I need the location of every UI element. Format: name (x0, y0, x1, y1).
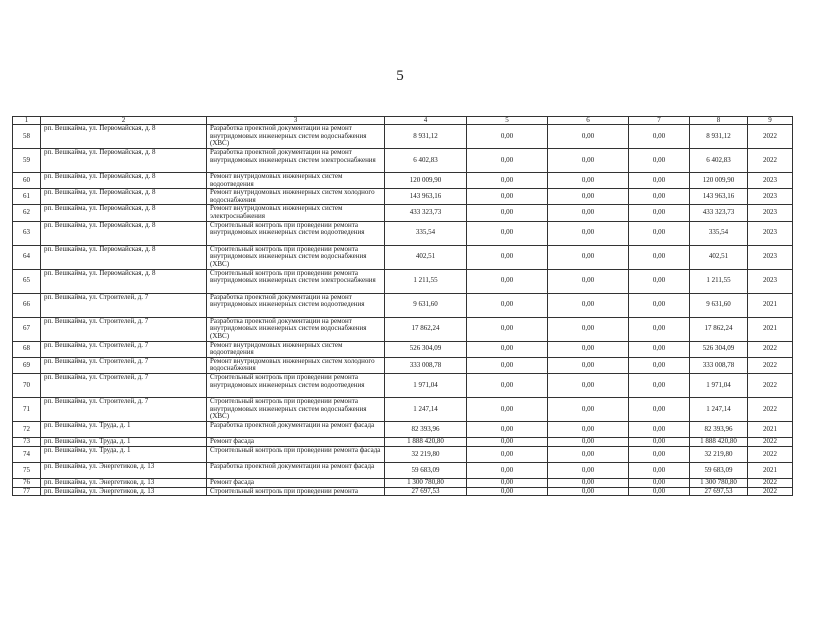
address-cell: рп. Вешкайма, ул. Труда, д. 1 (41, 437, 207, 446)
work-type-cell: Ремонт фасада (207, 437, 385, 446)
work-type-cell: Ремонт внутридомовых инженерных систем холодного водоснабжения (207, 357, 385, 373)
address-cell: рп. Вешкайма, ул. Строителей, д. 7 (41, 373, 207, 397)
amount-col8-cell: 1 247,14 (690, 397, 748, 421)
year-cell: 2021 (748, 421, 793, 437)
table-row (13, 487, 793, 496)
header-cell: 5 (467, 117, 548, 125)
amount-total-cell: 8 931,12 (385, 125, 467, 149)
address-cell: рп. Вешкайма, ул. Энергетиков, д. 13 (41, 487, 207, 496)
year-cell: 2022 (748, 397, 793, 421)
year-cell: 2023 (748, 189, 793, 205)
table-row (13, 245, 793, 269)
amount-col5-cell: 0,00 (467, 341, 548, 357)
amount-col7-cell: 0,00 (629, 189, 690, 205)
table-row (13, 149, 793, 173)
header-cell: 3 (207, 117, 385, 125)
amount-total-cell: 1 211,55 (385, 269, 467, 293)
year-cell: 2021 (748, 293, 793, 317)
table-row (13, 125, 793, 149)
header-cell: 6 (548, 117, 629, 125)
amount-col5-cell: 0,00 (467, 189, 548, 205)
table-row (13, 421, 793, 437)
amount-col5-cell: 0,00 (467, 487, 548, 496)
year-cell: 2023 (748, 173, 793, 189)
amount-col5-cell: 0,00 (467, 269, 548, 293)
column-number-header (13, 117, 793, 125)
address-cell: рп. Вешкайма, ул. Строителей, д. 7 (41, 293, 207, 317)
header-cell: 9 (748, 117, 793, 125)
amount-total-cell: 335,54 (385, 221, 467, 245)
row-number: 69 (13, 357, 41, 373)
amount-col8-cell: 335,54 (690, 221, 748, 245)
work-type-cell: Ремонт внутридомовых инженерных систем водоотведения (207, 173, 385, 189)
year-cell: 2022 (748, 437, 793, 446)
amount-col5-cell: 0,00 (467, 205, 548, 221)
amount-col7-cell: 0,00 (629, 462, 690, 478)
amount-col6-cell: 0,00 (548, 357, 629, 373)
address-cell: рп. Вешкайма, ул. Строителей, д. 7 (41, 397, 207, 421)
address-cell: рп. Вешкайма, ул. Первомайская, д. 8 (41, 125, 207, 149)
amount-col7-cell: 0,00 (629, 341, 690, 357)
work-type-cell: Ремонт фасада (207, 478, 385, 487)
amount-col5-cell: 0,00 (467, 446, 548, 462)
amount-col5-cell: 0,00 (467, 293, 548, 317)
amount-total-cell: 1 971,04 (385, 373, 467, 397)
amount-col8-cell: 59 683,09 (690, 462, 748, 478)
amount-col5-cell: 0,00 (467, 357, 548, 373)
address-cell: рп. Вешкайма, ул. Энергетиков, д. 13 (41, 462, 207, 478)
address-cell: рп. Вешкайма, ул. Строителей, д. 7 (41, 357, 207, 373)
amount-col7-cell: 0,00 (629, 397, 690, 421)
table-row (13, 373, 793, 397)
address-cell: рп. Вешкайма, ул. Первомайская, д. 8 (41, 205, 207, 221)
table-row (13, 269, 793, 293)
amount-col6-cell: 0,00 (548, 205, 629, 221)
address-cell: рп. Вешкайма, ул. Строителей, д. 7 (41, 317, 207, 341)
table-row (13, 173, 793, 189)
row-number: 64 (13, 245, 41, 269)
amount-col5-cell: 0,00 (467, 478, 548, 487)
table-row (13, 205, 793, 221)
amount-col6-cell: 0,00 (548, 245, 629, 269)
work-type-cell: Строительный контроль при проведении ремонта внутридомовых инженерных систем водоснабжения (ХВС) (207, 245, 385, 269)
header-cell: 8 (690, 117, 748, 125)
header-cell: 4 (385, 117, 467, 125)
work-type-cell: Строительный контроль при проведении ремонта внутридомовых инженерных систем водоотведения (207, 221, 385, 245)
table-row (13, 293, 793, 317)
amount-col7-cell: 0,00 (629, 149, 690, 173)
amount-col8-cell: 32 219,80 (690, 446, 748, 462)
table-row (13, 397, 793, 421)
amount-total-cell: 1 247,14 (385, 397, 467, 421)
amount-col6-cell: 0,00 (548, 478, 629, 487)
header-cell: 1 (13, 117, 41, 125)
row-number: 67 (13, 317, 41, 341)
amount-col8-cell: 9 631,60 (690, 293, 748, 317)
amount-col6-cell: 0,00 (548, 189, 629, 205)
row-number: 61 (13, 189, 41, 205)
row-number: 66 (13, 293, 41, 317)
amount-total-cell: 120 009,90 (385, 173, 467, 189)
amount-total-cell: 1 888 420,80 (385, 437, 467, 446)
amount-total-cell: 32 219,80 (385, 446, 467, 462)
table-row (13, 437, 793, 446)
table-row (13, 189, 793, 205)
amount-col6-cell: 0,00 (548, 462, 629, 478)
amount-col7-cell: 0,00 (629, 421, 690, 437)
amount-col5-cell: 0,00 (467, 125, 548, 149)
amount-total-cell: 9 631,60 (385, 293, 467, 317)
amount-col6-cell: 0,00 (548, 293, 629, 317)
amount-total-cell: 27 697,53 (385, 487, 467, 496)
amount-col5-cell: 0,00 (467, 462, 548, 478)
address-cell: рп. Вешкайма, ул. Первомайская, д. 8 (41, 189, 207, 205)
amount-col7-cell: 0,00 (629, 125, 690, 149)
year-cell: 2022 (748, 373, 793, 397)
row-number: 75 (13, 462, 41, 478)
amount-col5-cell: 0,00 (467, 437, 548, 446)
amount-col7-cell: 0,00 (629, 487, 690, 496)
row-number: 74 (13, 446, 41, 462)
amount-col7-cell: 0,00 (629, 205, 690, 221)
row-number: 76 (13, 478, 41, 487)
work-type-cell: Строительный контроль при проведении ремонта фасада (207, 446, 385, 462)
amount-total-cell: 433 323,73 (385, 205, 467, 221)
amount-col8-cell: 120 009,90 (690, 173, 748, 189)
year-cell: 2023 (748, 245, 793, 269)
amount-total-cell: 6 402,83 (385, 149, 467, 173)
year-cell: 2022 (748, 125, 793, 149)
row-number: 72 (13, 421, 41, 437)
year-cell: 2022 (748, 357, 793, 373)
table-row (13, 221, 793, 245)
year-cell: 2022 (748, 487, 793, 496)
amount-col5-cell: 0,00 (467, 245, 548, 269)
amount-total-cell: 526 304,09 (385, 341, 467, 357)
amount-col6-cell: 0,00 (548, 317, 629, 341)
amount-col6-cell: 0,00 (548, 446, 629, 462)
amount-total-cell: 17 862,24 (385, 317, 467, 341)
amount-col7-cell: 0,00 (629, 293, 690, 317)
address-cell: рп. Вешкайма, ул. Первомайская, д. 8 (41, 221, 207, 245)
amount-col5-cell: 0,00 (467, 397, 548, 421)
address-cell: рп. Вешкайма, ул. Труда, д. 1 (41, 446, 207, 462)
work-type-cell: Разработка проектной документации на ремонт внутридомовых инженерных систем электроснабжения (207, 149, 385, 173)
work-type-cell: Разработка проектной документации на ремонт фасада (207, 421, 385, 437)
amount-col7-cell: 0,00 (629, 245, 690, 269)
amount-col6-cell: 0,00 (548, 487, 629, 496)
amount-total-cell: 1 300 780,80 (385, 478, 467, 487)
amount-total-cell: 333 008,78 (385, 357, 467, 373)
amount-col8-cell: 143 963,16 (690, 189, 748, 205)
amount-col8-cell: 1 300 780,80 (690, 478, 748, 487)
amount-col7-cell: 0,00 (629, 173, 690, 189)
amount-col7-cell: 0,00 (629, 478, 690, 487)
work-type-cell: Ремонт внутридомовых инженерных систем холодного водоснабжения (207, 189, 385, 205)
row-number: 65 (13, 269, 41, 293)
amount-total-cell: 82 393,96 (385, 421, 467, 437)
table-row (13, 478, 793, 487)
amount-col8-cell: 1 971,04 (690, 373, 748, 397)
amount-total-cell: 59 683,09 (385, 462, 467, 478)
row-number: 63 (13, 221, 41, 245)
amount-col7-cell: 0,00 (629, 446, 690, 462)
work-type-cell: Разработка проектной документации на ремонт фасада (207, 462, 385, 478)
work-type-cell: Разработка проектной документации на ремонт внутридомовых инженерных систем водоснабжения (ХВС) (207, 317, 385, 341)
address-cell: рп. Вешкайма, ул. Первомайская, д. 8 (41, 269, 207, 293)
address-cell: рп. Вешкайма, ул. Строителей, д. 7 (41, 341, 207, 357)
amount-col7-cell: 0,00 (629, 269, 690, 293)
row-number: 68 (13, 341, 41, 357)
work-type-cell: Строительный контроль при проведении ремонта внутридомовых инженерных систем водоотведения (207, 373, 385, 397)
row-number: 58 (13, 125, 41, 149)
amount-col7-cell: 0,00 (629, 221, 690, 245)
row-number: 71 (13, 397, 41, 421)
year-cell: 2023 (748, 205, 793, 221)
work-type-cell: Разработка проектной документации на ремонт внутридомовых инженерных систем водоснабжения (ХВС) (207, 125, 385, 149)
table-row (13, 341, 793, 357)
work-type-cell: Строительный контроль при проведении ремонта внутридомовых инженерных систем электроснабжения (207, 269, 385, 293)
repair-schedule-table (12, 116, 793, 496)
amount-col5-cell: 0,00 (467, 373, 548, 397)
table-row (13, 446, 793, 462)
address-cell: рп. Вешкайма, ул. Первомайская, д. 8 (41, 245, 207, 269)
amount-col7-cell: 0,00 (629, 373, 690, 397)
amount-col6-cell: 0,00 (548, 421, 629, 437)
work-type-cell: Ремонт внутридомовых инженерных систем электроснабжения (207, 205, 385, 221)
row-number: 59 (13, 149, 41, 173)
amount-col5-cell: 0,00 (467, 421, 548, 437)
amount-col8-cell: 6 402,83 (690, 149, 748, 173)
table-row (13, 317, 793, 341)
amount-col8-cell: 526 304,09 (690, 341, 748, 357)
row-number: 60 (13, 173, 41, 189)
amount-col6-cell: 0,00 (548, 221, 629, 245)
amount-col8-cell: 17 862,24 (690, 317, 748, 341)
amount-col8-cell: 82 393,96 (690, 421, 748, 437)
row-number: 73 (13, 437, 41, 446)
amount-col5-cell: 0,00 (467, 221, 548, 245)
work-type-cell: Ремонт внутридомовых инженерных систем водоотведения (207, 341, 385, 357)
amount-col6-cell: 0,00 (548, 397, 629, 421)
amount-col8-cell: 1 888 420,80 (690, 437, 748, 446)
row-number: 70 (13, 373, 41, 397)
amount-col6-cell: 0,00 (548, 341, 629, 357)
year-cell: 2022 (748, 341, 793, 357)
amount-col8-cell: 433 323,73 (690, 205, 748, 221)
amount-col6-cell: 0,00 (548, 373, 629, 397)
amount-col7-cell: 0,00 (629, 317, 690, 341)
address-cell: рп. Вешкайма, ул. Первомайская, д. 8 (41, 149, 207, 173)
address-cell: рп. Вешкайма, ул. Первомайская, д. 8 (41, 173, 207, 189)
year-cell: 2023 (748, 269, 793, 293)
amount-col6-cell: 0,00 (548, 173, 629, 189)
work-type-cell: Строительный контроль при проведении ремонта внутридомовых инженерных систем водоснабжения (ХВС) (207, 397, 385, 421)
year-cell: 2021 (748, 462, 793, 478)
address-cell: рп. Вешкайма, ул. Труда, д. 1 (41, 421, 207, 437)
amount-total-cell: 143 963,16 (385, 189, 467, 205)
year-cell: 2022 (748, 446, 793, 462)
amount-total-cell: 402,51 (385, 245, 467, 269)
table-row (13, 462, 793, 478)
amount-col5-cell: 0,00 (467, 317, 548, 341)
header-cell: 2 (41, 117, 207, 125)
work-type-cell: Строительный контроль при проведении ремонта (207, 487, 385, 496)
amount-col8-cell: 402,51 (690, 245, 748, 269)
amount-col8-cell: 27 697,53 (690, 487, 748, 496)
amount-col8-cell: 333 008,78 (690, 357, 748, 373)
header-cell: 7 (629, 117, 690, 125)
work-type-cell: Разработка проектной документации на ремонт внутридомовых инженерных систем водоотведения (207, 293, 385, 317)
row-number: 77 (13, 487, 41, 496)
amount-col6-cell: 0,00 (548, 269, 629, 293)
year-cell: 2023 (748, 221, 793, 245)
amount-col8-cell: 8 931,12 (690, 125, 748, 149)
amount-col7-cell: 0,00 (629, 357, 690, 373)
amount-col6-cell: 0,00 (548, 149, 629, 173)
row-number: 62 (13, 205, 41, 221)
amount-col6-cell: 0,00 (548, 437, 629, 446)
amount-col6-cell: 0,00 (548, 125, 629, 149)
year-cell: 2021 (748, 317, 793, 341)
amount-col5-cell: 0,00 (467, 149, 548, 173)
page-number: 5 (396, 68, 404, 84)
amount-col5-cell: 0,00 (467, 173, 548, 189)
year-cell: 2022 (748, 149, 793, 173)
year-cell: 2022 (748, 478, 793, 487)
amount-col8-cell: 1 211,55 (690, 269, 748, 293)
amount-col7-cell: 0,00 (629, 437, 690, 446)
address-cell: рп. Вешкайма, ул. Энергетиков, д. 13 (41, 478, 207, 487)
table-row (13, 357, 793, 373)
